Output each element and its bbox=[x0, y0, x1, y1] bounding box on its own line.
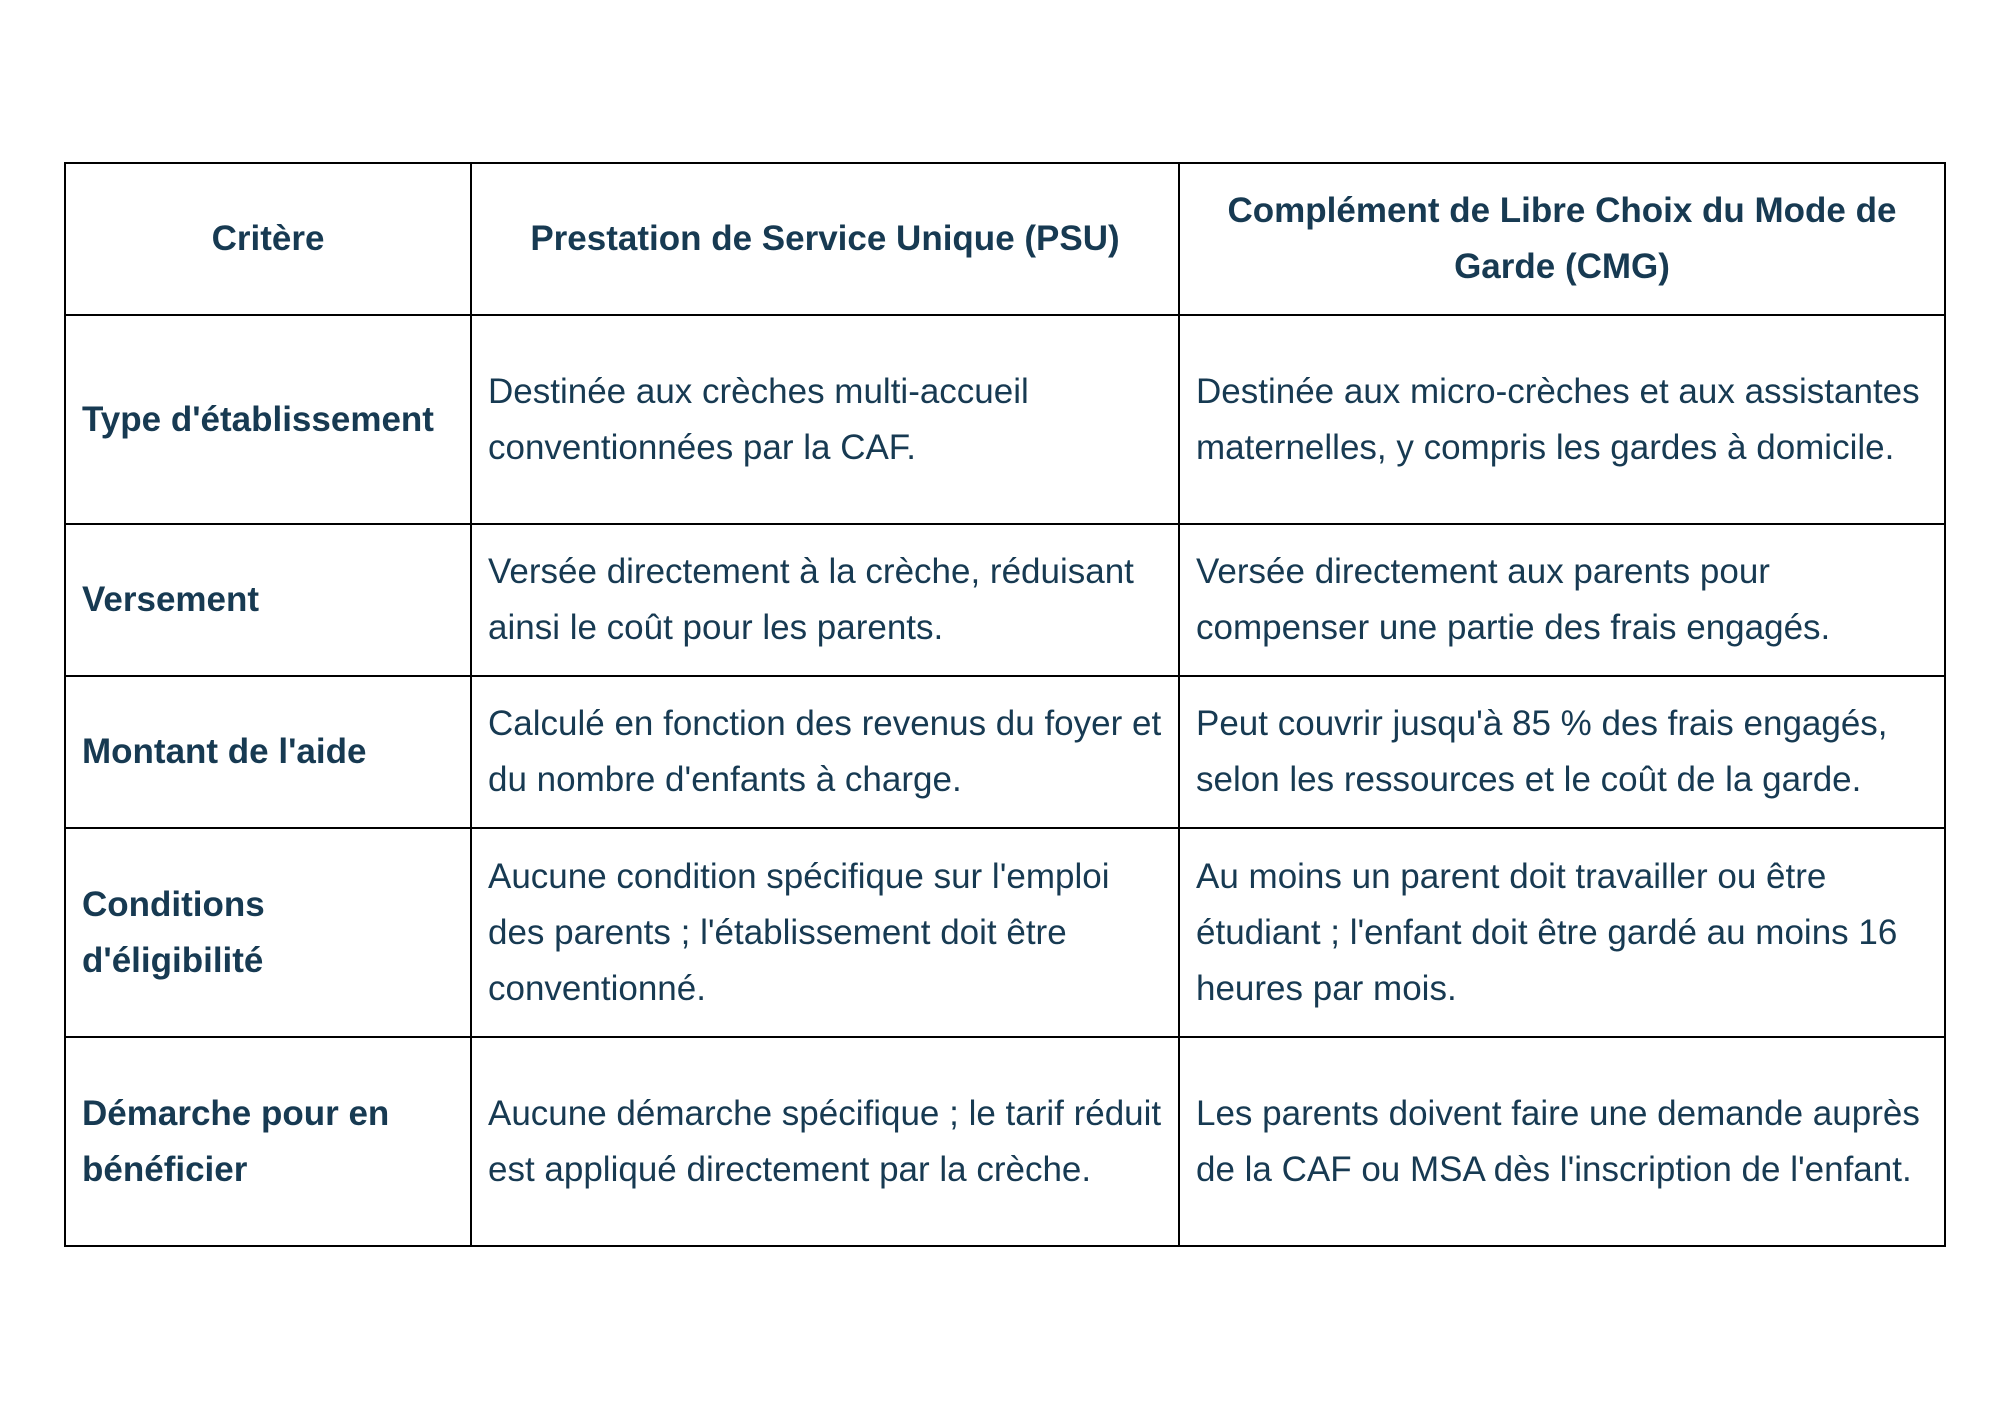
cmg-cell: Peut couvrir jusqu'à 85 % des frais engagés, selon les ressources et le coût de la garde. bbox=[1179, 676, 1945, 828]
table-row bbox=[65, 524, 1945, 676]
table-row bbox=[65, 315, 1945, 524]
header-psu: Prestation de Service Unique (PSU) bbox=[471, 163, 1179, 315]
header-cmg: Complément de Libre Choix du Mode de Garde (CMG) bbox=[1179, 163, 1945, 315]
table-row bbox=[65, 676, 1945, 828]
row-criterion-cell: Conditions d'éligibilité bbox=[65, 828, 471, 1037]
row-criterion-cell: Montant de l'aide bbox=[65, 676, 471, 828]
psu-cell: Aucune condition spécifique sur l'emploi des parents ; l'établissement doit être conventionné. bbox=[471, 828, 1179, 1037]
psu-cell: Aucune démarche spécifique ; le tarif réduit est appliqué directement par la crèche. bbox=[471, 1037, 1179, 1246]
cmg-cell: Les parents doivent faire une demande auprès de la CAF ou MSA dès l'inscription de l'enfant. bbox=[1179, 1037, 1945, 1246]
psu-cell: Destinée aux crèches multi-accueil conventionnées par la CAF. bbox=[471, 315, 1179, 524]
row-criterion-cell: Type d'établissement bbox=[65, 315, 471, 524]
table-header bbox=[65, 163, 1945, 315]
header-row bbox=[65, 163, 1945, 315]
cmg-cell: Versée directement aux parents pour compenser une partie des frais engagés. bbox=[1179, 524, 1945, 676]
table-row bbox=[65, 828, 1945, 1037]
header-criterion: Critère bbox=[65, 163, 471, 315]
row-criterion-cell: Démarche pour en bénéficier bbox=[65, 1037, 471, 1246]
table-body bbox=[65, 315, 1945, 1246]
psu-cell: Versée directement à la crèche, réduisant ainsi le coût pour les parents. bbox=[471, 524, 1179, 676]
row-criterion-cell: Versement bbox=[65, 524, 471, 676]
table-row bbox=[65, 1037, 1945, 1246]
cmg-cell: Au moins un parent doit travailler ou être étudiant ; l'enfant doit être gardé au moins 16 heures par mois. bbox=[1179, 828, 1945, 1037]
cmg-cell: Destinée aux micro-crèches et aux assistantes maternelles, y compris les gardes à domicile. bbox=[1179, 315, 1945, 524]
comparison-table bbox=[64, 162, 1946, 1247]
psu-cell: Calculé en fonction des revenus du foyer et du nombre d'enfants à charge. bbox=[471, 676, 1179, 828]
